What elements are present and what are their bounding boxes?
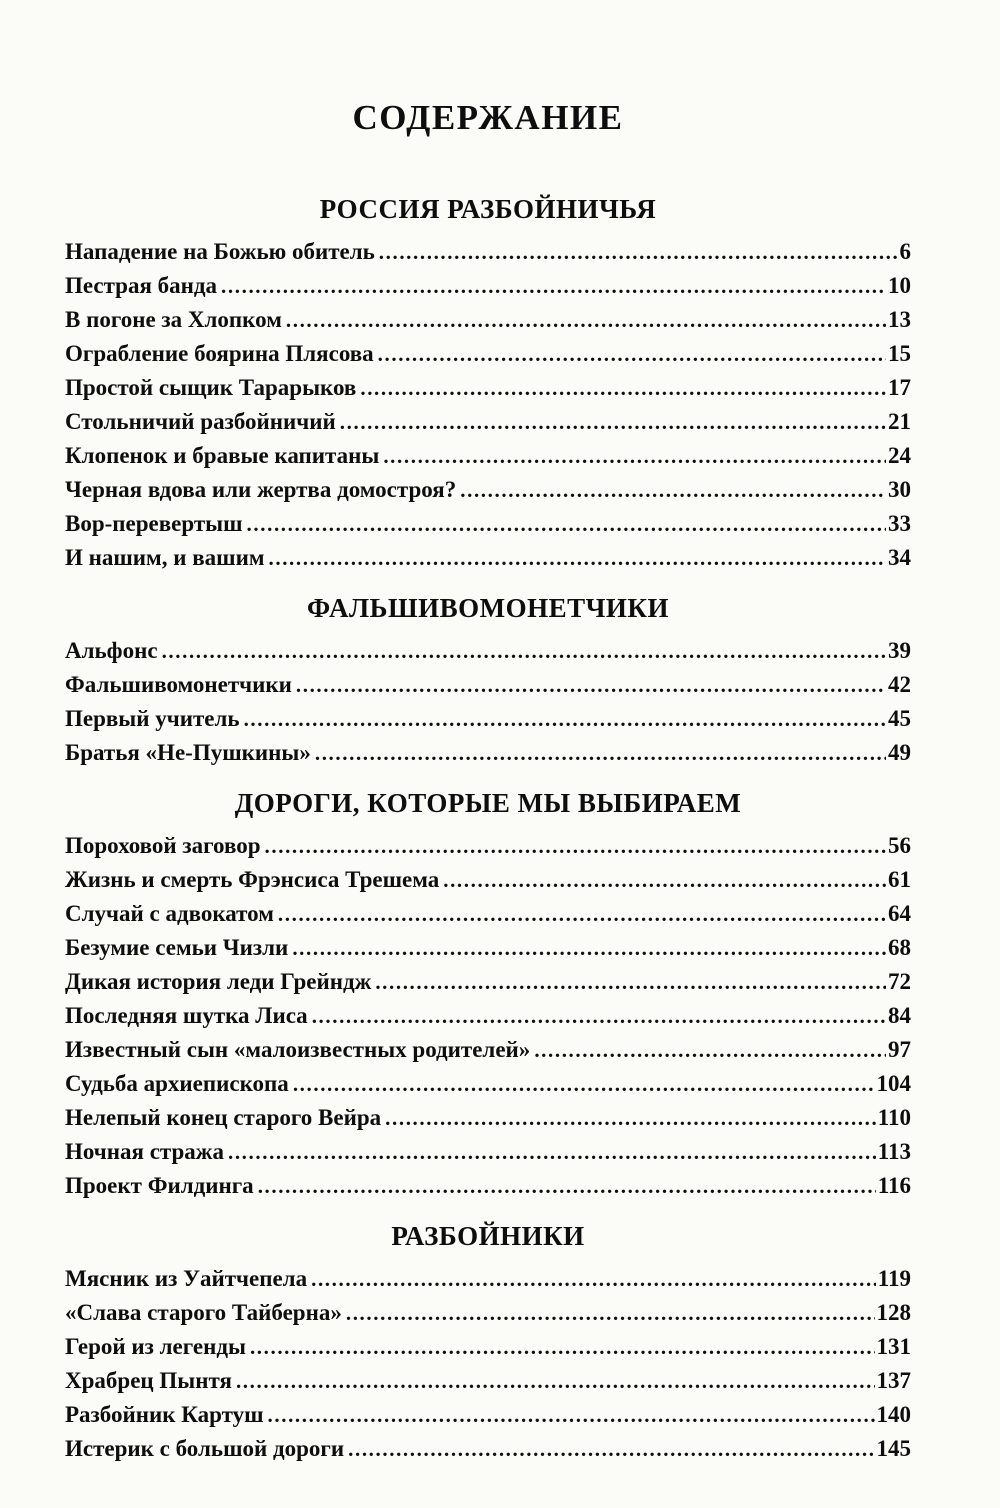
dot-leader — [236, 1364, 875, 1398]
toc-entry — [65, 736, 911, 770]
toc-entry — [65, 1101, 911, 1135]
toc-entry-title: Безумие семьи Чизли — [65, 935, 289, 961]
toc-entry — [65, 1398, 911, 1432]
dot-leader — [315, 736, 886, 770]
toc-entry-title: Клопенок и бравые капитаны — [65, 443, 380, 469]
toc-entry-title: «Слава старого Тайберна» — [65, 1300, 342, 1326]
toc-entry-page: 39 — [888, 638, 911, 664]
toc-entry-page: 131 — [876, 1334, 911, 1360]
toc-section — [65, 788, 911, 1203]
toc-entry-page: 42 — [888, 672, 911, 698]
toc-entry-page: 10 — [888, 273, 911, 299]
section-entries — [65, 1262, 911, 1466]
toc-entry-title: Ограбление боярина Плясова — [65, 341, 374, 367]
toc-section — [65, 593, 911, 770]
toc-entry-page: 72 — [888, 969, 911, 995]
dot-leader — [247, 507, 886, 541]
toc-entry — [65, 668, 911, 702]
toc-entry-title: Истерик с большой дороги — [65, 1436, 345, 1462]
toc-entry — [65, 897, 911, 931]
dot-leader — [162, 634, 886, 668]
toc-sections — [65, 194, 911, 1466]
toc-entry-page: 97 — [888, 1037, 911, 1063]
toc-entry-page: 61 — [888, 867, 911, 893]
toc-entry — [65, 269, 911, 303]
toc-entry — [65, 1364, 911, 1398]
toc-entry-page: 137 — [876, 1368, 911, 1394]
toc-entry-title: Последняя шутка Лиса — [65, 1003, 308, 1029]
section-entries — [65, 235, 911, 575]
toc-entry-page: 30 — [888, 477, 911, 503]
dot-leader — [375, 965, 886, 999]
toc-entry-page: 140 — [876, 1402, 911, 1428]
toc-entry-title: Альфонс — [65, 638, 158, 664]
toc-entry — [65, 1135, 911, 1169]
toc-entry — [65, 337, 911, 371]
toc-entry — [65, 405, 911, 439]
toc-entry-title: Простой сыщик Тарарыков — [65, 375, 357, 401]
dot-leader — [265, 829, 886, 863]
toc-entry-title: Разбойник Картуш — [65, 1402, 264, 1428]
toc-entry-page: 56 — [888, 833, 911, 859]
toc-entry-title: Жизнь и смерть Фрэнсиса Трешема — [65, 867, 440, 893]
dot-leader — [269, 541, 887, 575]
dot-leader — [312, 999, 886, 1033]
dot-leader — [443, 863, 886, 897]
toc-entry — [65, 303, 911, 337]
toc-entry-title: Нападение на Божью обитель — [65, 239, 375, 265]
toc-entry-page: 15 — [888, 341, 911, 367]
toc-entry-page: 24 — [888, 443, 911, 469]
dot-leader — [292, 931, 886, 965]
dot-leader — [460, 473, 886, 507]
toc-entry-title: Фальшивомонетчики — [65, 672, 292, 698]
toc-entry — [65, 702, 911, 736]
toc-entry — [65, 1432, 911, 1466]
toc-entry-title: Случай с адвокатом — [65, 901, 274, 927]
toc-entry-title: И нашим, и вашим — [65, 545, 265, 571]
toc-section — [65, 194, 911, 575]
dot-leader — [385, 1101, 876, 1135]
toc-entry — [65, 235, 911, 269]
dot-leader — [534, 1033, 886, 1067]
toc-entry-title: Судьба архиепископа — [65, 1071, 289, 1097]
toc-entry-page: 21 — [888, 409, 911, 435]
section-heading: РОССИЯ РАЗБОЙНИЧЬЯ — [319, 194, 657, 225]
dot-leader — [296, 668, 886, 702]
section-entries — [65, 634, 911, 770]
page-title: СОДЕРЖАНИЕ — [352, 98, 624, 137]
toc-entry-page: 128 — [876, 1300, 911, 1326]
dot-leader — [258, 1169, 876, 1203]
toc-entry-title: Мясник из Уайтчепела — [65, 1266, 308, 1292]
toc-entry-page: 68 — [888, 935, 911, 961]
dot-leader — [378, 337, 886, 371]
dot-leader — [311, 1262, 876, 1296]
toc-entry — [65, 931, 911, 965]
toc-entry-title: Ночная стража — [65, 1139, 224, 1165]
dot-leader — [268, 1398, 875, 1432]
toc-entry — [65, 863, 911, 897]
toc-entry-page: 33 — [888, 511, 911, 537]
toc-entry — [65, 507, 911, 541]
dot-leader — [228, 1135, 876, 1169]
toc-entry — [65, 1067, 911, 1101]
toc-entry — [65, 439, 911, 473]
toc-entry-title: Храбрец Пынтя — [65, 1368, 232, 1394]
toc-entry-page: 49 — [888, 740, 911, 766]
toc-page — [65, 0, 911, 1466]
toc-entry-page: 104 — [876, 1071, 911, 1097]
toc-entry-page: 34 — [888, 545, 911, 571]
toc-entry — [65, 829, 911, 863]
toc-entry — [65, 541, 911, 575]
section-heading: ФАЛЬШИВОМОНЕТЧИКИ — [306, 593, 670, 624]
toc-entry-page: 119 — [877, 1266, 911, 1292]
toc-entry-title: Проект Филдинга — [65, 1173, 254, 1199]
toc-entry — [65, 1296, 911, 1330]
dot-leader — [346, 1296, 875, 1330]
dot-leader — [293, 1067, 875, 1101]
toc-entry-page: 13 — [888, 307, 911, 333]
toc-entry-title: Братья «Не-Пушкины» — [65, 740, 311, 766]
dot-leader — [348, 1432, 874, 1466]
toc-entry — [65, 1033, 911, 1067]
toc-entry-title: Пестрая банда — [65, 273, 218, 299]
toc-entry-page: 116 — [877, 1173, 911, 1199]
toc-entry — [65, 965, 911, 999]
toc-entry — [65, 999, 911, 1033]
dot-leader — [379, 235, 898, 269]
toc-entry-title: Пороховой заговор — [65, 833, 261, 859]
toc-entry-page: 64 — [888, 901, 911, 927]
toc-entry-title: Вор-перевертыш — [65, 511, 243, 537]
toc-entry — [65, 1330, 911, 1364]
section-entries — [65, 829, 911, 1203]
section-heading: ДОРОГИ, КОТОРЫЕ МЫ ВЫБИРАЕМ — [234, 788, 742, 819]
toc-entry-page: 45 — [888, 706, 911, 732]
toc-entry-page: 84 — [888, 1003, 911, 1029]
toc-entry-page: 113 — [877, 1139, 911, 1165]
toc-entry-page: 17 — [888, 375, 911, 401]
dot-leader — [244, 702, 886, 736]
dot-leader — [221, 269, 886, 303]
dot-leader — [383, 439, 886, 473]
toc-entry-page: 145 — [876, 1436, 911, 1462]
toc-entry-page: 6 — [899, 239, 911, 265]
dot-leader — [360, 371, 886, 405]
section-heading: РАЗБОЙНИКИ — [391, 1221, 585, 1252]
toc-entry-title: Дикая история леди Грейндж — [65, 969, 372, 995]
toc-entry — [65, 371, 911, 405]
dot-leader — [286, 303, 886, 337]
toc-entry-title: Нелепый конец старого Вейра — [65, 1105, 382, 1131]
toc-entry — [65, 1169, 911, 1203]
toc-entry-title: Черная вдова или жертва домостроя? — [65, 477, 457, 503]
toc-entry-title: Первый учитель — [65, 706, 240, 732]
toc-entry-title: В погоне за Хлопком — [65, 307, 282, 333]
toc-entry — [65, 473, 911, 507]
toc-entry-title: Герой из легенды — [65, 1334, 246, 1360]
toc-entry — [65, 1262, 911, 1296]
dot-leader — [340, 405, 886, 439]
toc-entry-title: Известный сын «малоизвестных родителей» — [65, 1037, 531, 1063]
toc-entry-title: Стольничий разбойничий — [65, 409, 336, 435]
dot-leader — [250, 1330, 875, 1364]
toc-entry-page: 110 — [877, 1105, 911, 1131]
toc-entry — [65, 634, 911, 668]
dot-leader — [278, 897, 886, 931]
toc-section — [65, 1221, 911, 1466]
